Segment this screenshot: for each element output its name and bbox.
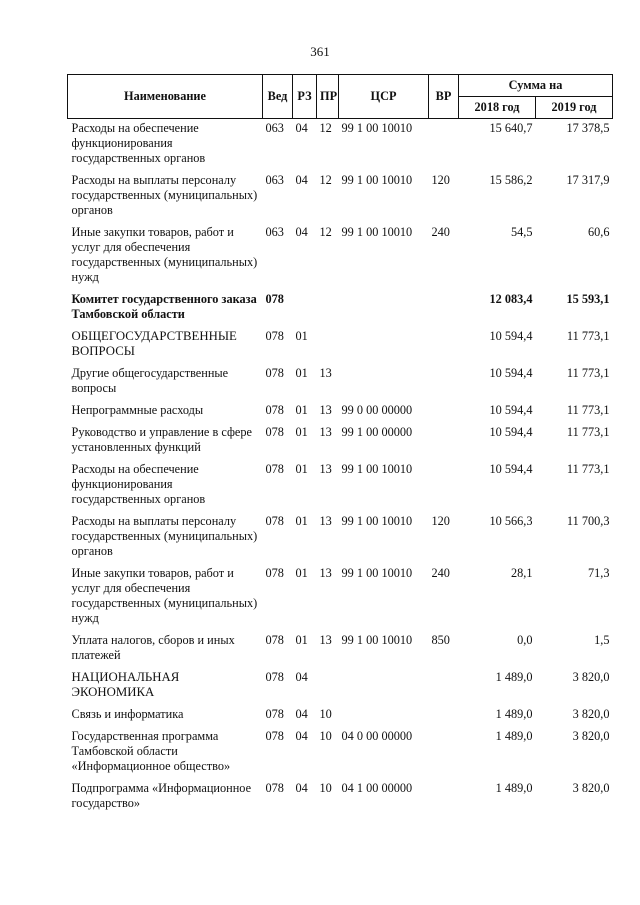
- header-vr: ВР: [429, 75, 459, 119]
- row-csr: 99 1 00 10010: [341, 633, 413, 647]
- row-ved: 078: [265, 729, 284, 743]
- table-row: [68, 403, 613, 425]
- row-csr: 99 1 00 00000: [341, 425, 413, 439]
- row-ved: 078: [265, 514, 284, 528]
- row-ved: 078: [265, 707, 284, 721]
- header-year-2018: 2018 год: [459, 97, 536, 119]
- table-row: [68, 670, 613, 707]
- table-body: [68, 119, 613, 819]
- header-name: Наименование: [68, 75, 263, 119]
- header-sum: Сумма на: [459, 75, 613, 97]
- row-sum-2018: 28,1: [510, 566, 533, 580]
- row-vr: [429, 119, 459, 174]
- row-pr: 13: [319, 633, 332, 647]
- row-sum-2018: 1 489,0: [495, 707, 533, 721]
- table-row: [68, 119, 613, 174]
- table-row: [68, 225, 613, 292]
- row-rz: 04: [295, 121, 308, 135]
- row-rz: 01: [295, 366, 308, 380]
- table-row: [68, 566, 613, 633]
- table-header: [68, 75, 613, 119]
- row-csr: [339, 366, 429, 403]
- row-name: НАЦИОНАЛЬНАЯ ЭКОНОМИКА: [71, 670, 180, 699]
- row-sum-2018: 10 566,3: [489, 514, 533, 528]
- row-rz: 04: [295, 729, 308, 743]
- row-vr: 240: [431, 225, 450, 239]
- row-rz: 04: [295, 670, 308, 684]
- row-csr: 99 1 00 10010: [341, 462, 413, 476]
- row-csr: 99 1 00 10010: [341, 514, 413, 528]
- budget-table: [67, 74, 613, 818]
- row-sum-2019: 11 700,3: [566, 514, 610, 528]
- table-row: [68, 633, 613, 670]
- row-pr: 13: [319, 514, 332, 528]
- table-row: [68, 729, 613, 781]
- row-sum-2019: 71,3: [587, 566, 610, 580]
- table-row: [68, 425, 613, 462]
- table-row: [68, 329, 613, 366]
- row-sum-2018: 15 586,2: [489, 173, 533, 187]
- row-sum-2019: 17 317,9: [566, 173, 610, 187]
- row-name: Расходы на обеспечение функционирования государственных органов: [71, 121, 206, 165]
- header-pr: ПР: [317, 75, 339, 119]
- row-sum-2018: 12 083,4: [489, 292, 533, 306]
- row-rz: 04: [295, 225, 308, 239]
- row-rz: [293, 292, 317, 329]
- row-sum-2018: 10 594,4: [489, 366, 533, 380]
- table-row: [68, 514, 613, 566]
- row-name: Комитет государственного заказа Тамбовской области: [71, 292, 257, 321]
- row-name: Расходы на выплаты персоналу государственных (муниципальных) органов: [71, 173, 258, 217]
- row-pr: 10: [319, 729, 332, 743]
- row-name: Государственная программа Тамбовской области «Информационное общество»: [71, 729, 231, 773]
- row-ved: 078: [265, 403, 284, 417]
- row-name: ОБЩЕГОСУДАРСТВЕННЫЕ ВОПРОСЫ: [71, 329, 237, 358]
- row-pr: [317, 329, 339, 366]
- row-sum-2019: 3 820,0: [572, 707, 610, 721]
- row-vr: [429, 462, 459, 514]
- row-name: Иные закупки товаров, работ и услуг для обеспечения государственных (муниципальных) нужд: [71, 225, 258, 284]
- row-sum-2019: 11 773,1: [566, 366, 610, 380]
- row-name: Подпрограмма «Информационное государство»: [71, 781, 252, 810]
- row-pr: [317, 670, 339, 707]
- row-name: Другие общегосударственные вопросы: [71, 366, 229, 395]
- row-name: Расходы на обеспечение функционирования государственных органов: [71, 462, 206, 506]
- row-ved: 078: [265, 366, 284, 380]
- row-ved: 078: [265, 292, 284, 306]
- row-csr: [339, 329, 429, 366]
- row-ved: 078: [265, 329, 284, 343]
- row-sum-2019: 11 773,1: [566, 403, 610, 417]
- row-vr: [429, 366, 459, 403]
- row-vr: [429, 425, 459, 462]
- row-sum-2018: 10 594,4: [489, 425, 533, 439]
- row-rz: 01: [295, 403, 308, 417]
- row-ved: 063: [265, 173, 284, 187]
- row-rz: 04: [295, 707, 308, 721]
- row-sum-2019: 11 773,1: [566, 425, 610, 439]
- row-name: Непрограммные расходы: [71, 403, 204, 417]
- row-sum-2019: 60,6: [587, 225, 610, 239]
- row-sum-2018: 10 594,4: [489, 403, 533, 417]
- row-sum-2019: 1,5: [594, 633, 610, 647]
- row-name: Иные закупки товаров, работ и услуг для обеспечения государственных (муниципальных) нужд: [71, 566, 258, 625]
- row-vr: [429, 403, 459, 425]
- row-pr: 13: [319, 403, 332, 417]
- row-pr: 12: [319, 121, 332, 135]
- row-vr: [429, 781, 459, 818]
- page-number: 361: [310, 44, 330, 59]
- row-csr: 04 1 00 00000: [341, 781, 413, 795]
- row-sum-2019: 3 820,0: [572, 781, 610, 795]
- row-vr: [429, 292, 459, 329]
- row-rz: 01: [295, 633, 308, 647]
- header-rz: РЗ: [293, 75, 317, 119]
- row-vr: [429, 329, 459, 366]
- row-pr: 10: [319, 781, 332, 795]
- row-pr: 12: [319, 225, 332, 239]
- row-ved: 078: [265, 462, 284, 476]
- row-vr: 120: [431, 173, 450, 187]
- row-pr: 12: [319, 173, 332, 187]
- row-sum-2019: 3 820,0: [572, 729, 610, 743]
- table-row: [68, 781, 613, 818]
- row-ved: 078: [265, 566, 284, 580]
- row-csr: [339, 670, 429, 707]
- row-rz: 04: [295, 781, 308, 795]
- row-sum-2019: 17 378,5: [566, 121, 610, 135]
- row-sum-2018: 10 594,4: [489, 462, 533, 476]
- row-sum-2018: 0,0: [517, 633, 533, 647]
- row-rz: 01: [295, 566, 308, 580]
- row-csr: [339, 292, 429, 329]
- row-sum-2018: 1 489,0: [495, 729, 533, 743]
- row-vr: 850: [431, 633, 450, 647]
- row-csr: 99 1 00 10010: [341, 173, 413, 187]
- row-vr: [429, 729, 459, 781]
- row-ved: 078: [265, 670, 284, 684]
- row-vr: 120: [431, 514, 450, 528]
- row-ved: 078: [265, 425, 284, 439]
- header-ved: Вед: [263, 75, 293, 119]
- row-ved: 063: [265, 225, 284, 239]
- row-rz: 01: [295, 514, 308, 528]
- row-pr: 13: [319, 566, 332, 580]
- row-pr: [317, 292, 339, 329]
- row-pr: 13: [319, 462, 332, 476]
- row-sum-2018: 15 640,7: [489, 121, 533, 135]
- row-sum-2018: 10 594,4: [489, 329, 533, 343]
- row-csr: 99 1 00 10010: [341, 121, 413, 135]
- row-sum-2019: 11 773,1: [566, 329, 610, 343]
- row-csr: 99 1 00 10010: [341, 225, 413, 239]
- row-rz: 04: [295, 173, 308, 187]
- row-vr: [429, 707, 459, 729]
- row-rz: 01: [295, 462, 308, 476]
- row-pr: 13: [319, 366, 332, 380]
- row-ved: 078: [265, 781, 284, 795]
- row-name: Расходы на выплаты персоналу государственных (муниципальных) органов: [71, 514, 258, 558]
- row-csr: 99 1 00 10010: [341, 566, 413, 580]
- row-sum-2018: 1 489,0: [495, 781, 533, 795]
- row-csr: 99 0 00 00000: [341, 403, 413, 417]
- row-name: Связь и информатика: [71, 707, 184, 721]
- table-row: [68, 707, 613, 729]
- row-ved: 063: [265, 121, 284, 135]
- row-sum-2019: 15 593,1: [566, 292, 610, 306]
- row-vr: [429, 670, 459, 707]
- row-vr: 240: [431, 566, 450, 580]
- table-row: [68, 366, 613, 403]
- row-pr: 13: [319, 425, 332, 439]
- row-sum-2019: 3 820,0: [572, 670, 610, 684]
- table-row: [68, 173, 613, 225]
- row-ved: 078: [265, 633, 284, 647]
- row-sum-2019: 11 773,1: [566, 462, 610, 476]
- table-row: [68, 462, 613, 514]
- row-sum-2018: 1 489,0: [495, 670, 533, 684]
- row-rz: 01: [295, 425, 308, 439]
- row-csr: [339, 707, 429, 729]
- row-sum-2018: 54,5: [510, 225, 533, 239]
- header-csr: ЦСР: [339, 75, 429, 119]
- table-row: [68, 292, 613, 329]
- row-rz: 01: [295, 329, 308, 343]
- row-name: Уплата налогов, сборов и иных платежей: [71, 633, 235, 662]
- header-year-2019: 2019 год: [536, 97, 613, 119]
- row-pr: 10: [319, 707, 332, 721]
- row-csr: 04 0 00 00000: [341, 729, 413, 743]
- row-name: Руководство и управление в сфере установленных функций: [71, 425, 252, 454]
